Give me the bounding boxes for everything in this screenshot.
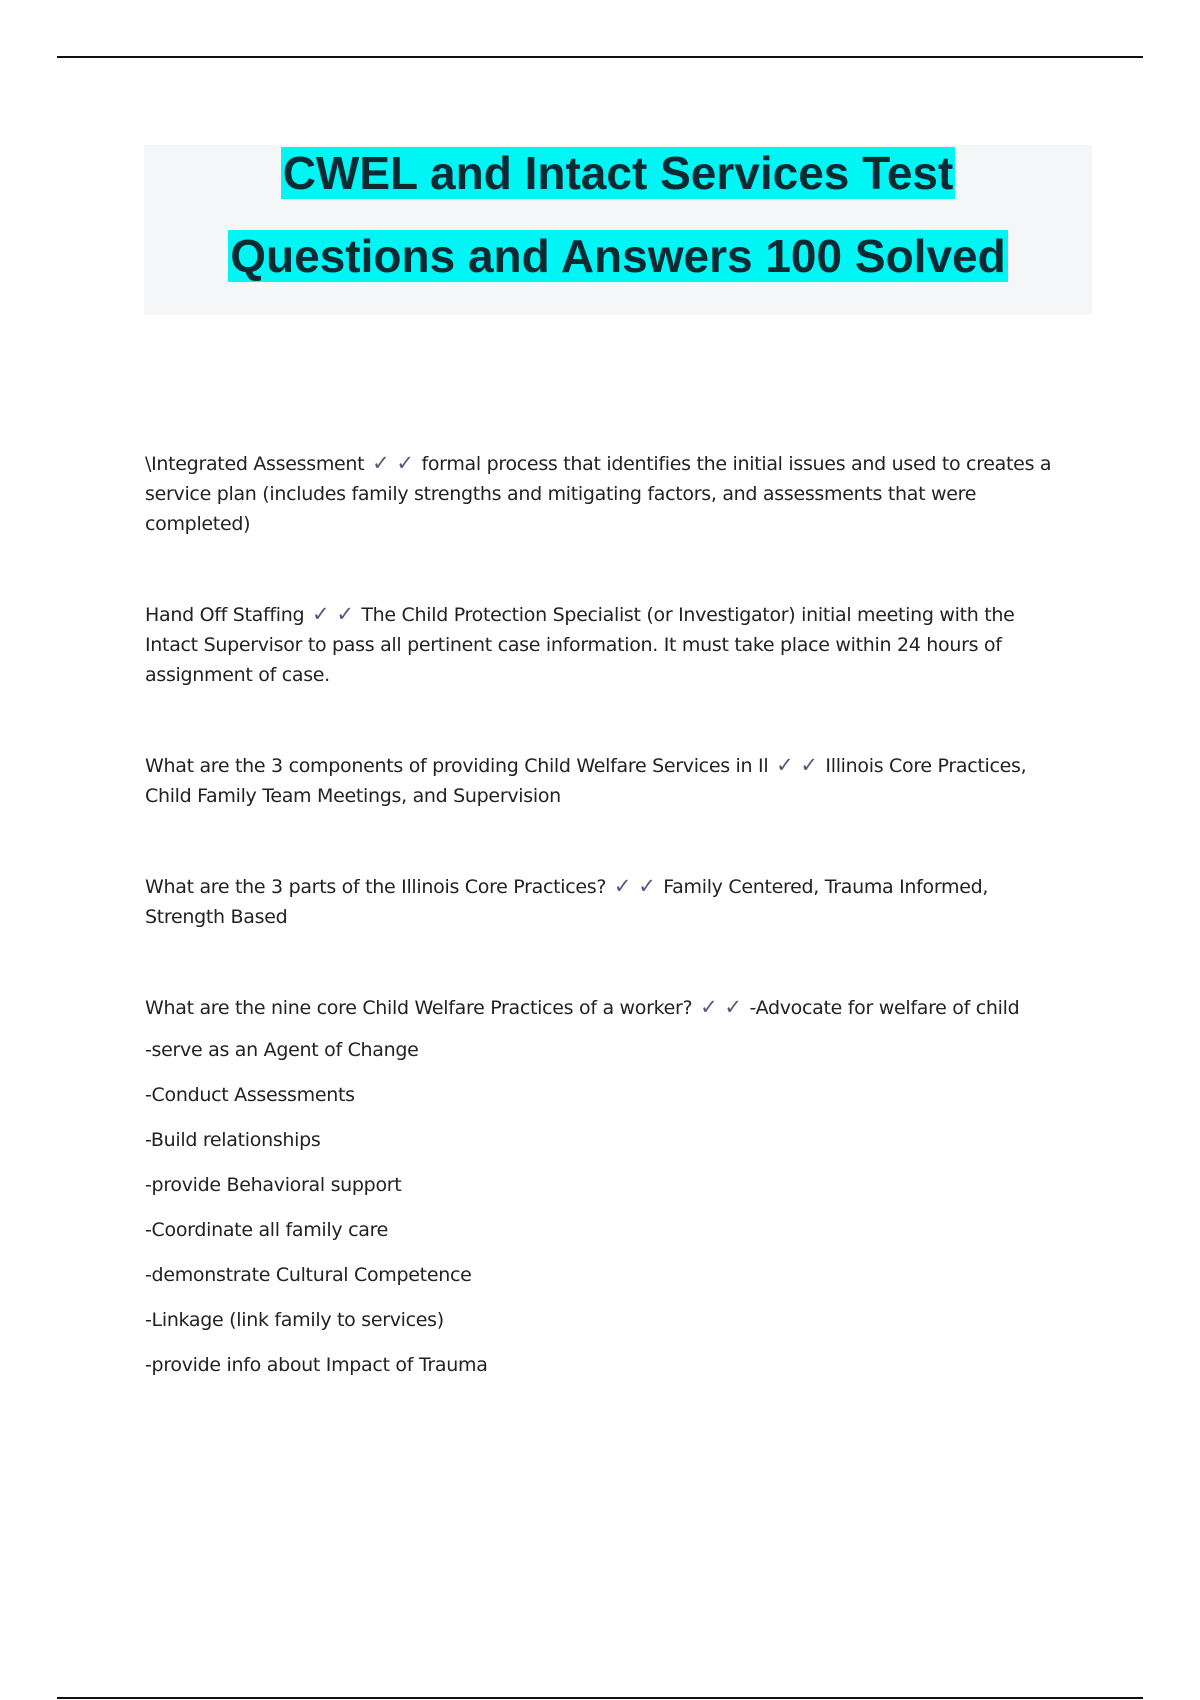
qa-item [145,871,1065,932]
qa-content [145,448,1065,1395]
double-check-icon: ✓ ✓ [613,874,656,898]
question-text: \Integrated Assessment [145,453,365,475]
list-item: -provide info about Impact of Trauma [145,1354,488,1376]
question-text: What are the 3 components of providing Child Welfare Services in Il [145,755,769,777]
double-check-icon: ✓ ✓ [776,753,818,777]
double-check-icon: ✓ ✓ [700,995,742,1019]
list-item: -provide Behavioral support [145,1174,402,1196]
answer-text: Illinois Core Practices, Child Family Team Meetings, and Supervision [145,755,1027,807]
answer-text: Family Centered, Trauma Informed, Strength Based [145,876,989,928]
qa-item [145,992,1065,1380]
answer-text: formal process that identifies the initial issues and used to creates a service plan (includes family strengths and mitigating factors, and assessments that were completed) [145,453,1052,535]
list-item: -Coordinate all family care [145,1219,389,1241]
top-rule [57,56,1143,58]
list-item: -Linkage (link family to services) [145,1309,444,1331]
list-item: -serve as an Agent of Change [145,1039,419,1061]
qa-item [145,448,1065,539]
qa-item [145,599,1065,690]
practice-list [145,1035,1065,1380]
qa-item [145,750,1065,811]
double-check-icon: ✓ ✓ [312,602,354,626]
question-text: Hand Off Staffing [145,604,305,626]
question-text: What are the 3 parts of the Illinois Core Practices? [145,876,607,898]
question-text: What are the nine core Child Welfare Practices of a worker? [145,997,693,1019]
list-item: -Build relationships [145,1129,321,1151]
title-banner [144,145,1092,315]
document-title-line-2: Questions and Answers 100 Solved [230,230,1006,282]
document-title-line-1: CWEL and Intact Services Test [282,147,954,199]
list-item: -demonstrate Cultural Competence [145,1264,472,1286]
list-item: -Conduct Assessments [145,1084,355,1106]
double-check-icon: ✓ ✓ [372,451,414,475]
answer-text: The Child Protection Specialist (or Investigator) initial meeting with the Intact Supervisor to pass all pertinent case information. It must take place within 24 hours of assignment of case. [145,604,1015,686]
bottom-rule [57,1697,1143,1699]
answer-text: -Advocate for welfare of child [749,997,1020,1019]
